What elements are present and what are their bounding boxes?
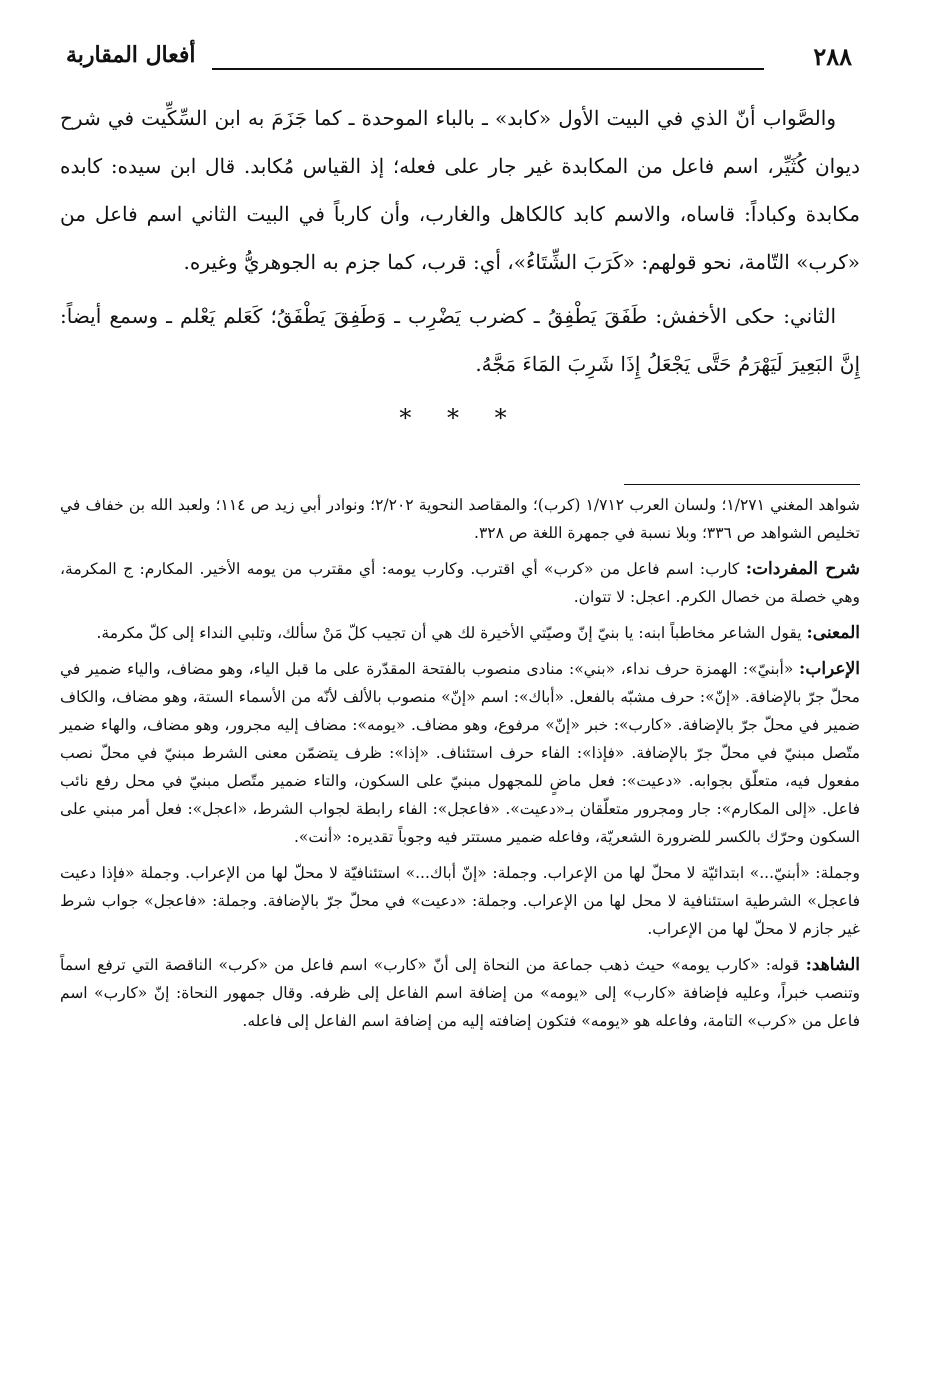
evidence-text: قوله: «كارب يومه» حيث ذهب جماعة من النحاة إلى أنّ «كارب» اسم فاعل من «كرب» الناقصة التي ترفع اسماً وتنصب خبراً، وعليه فإضافة «كارب» إلى «يومه» من إضافة اسم الفاعل إلى ظرفه. وقال جمهور النحاة: إنّ «كارب» اسم فاعل من «كرب» التامة، وفاعله هو «يومه» فتكون إضافته إليه من إضافة اسم الفاعل إلى فاعله. [60, 956, 860, 1030]
evidence-heading: الشاهد: [805, 955, 860, 975]
page-header [60, 28, 860, 72]
page-number: ٢٨٨ [813, 42, 852, 71]
section-separator-stars: * * * [399, 404, 521, 432]
footnote-parsing [60, 655, 860, 851]
parsing-heading: الإعراب: [799, 659, 860, 679]
parsing-text: «أبنيّ»: الهمزة حرف نداء، «بني»: منادى منصوب بالفتحة المقدّرة على ما قبل الياء، وهو مضاف، والياء ضمير في محلّ جرّ بالإضافة. «إنّ»: حرف مشبّه بالفعل. «أباك»: اسم «إنّ» منصوب بالألف لأنّه من الأسماء الستة، وهو مضاف، والكاف ضمير في محلّ جرّ بالإضافة. «كارب»: خبر «إنّ» مرفوع، وهو مضاف. «يومه»: مضاف إليه مجرور، وهو مضاف، والهاء ضمير متّصل مبنيّ في محلّ جرّ بالإضافة. «فإذا»: الفاء حرف استئناف. «إذا»: ظرف يتضمّن معنى الشرط مبنيّ في محلّ نصب مفعول فيه، متعلّق بجوابه. «دعيت»: فعل ماضٍ للمجهول مبنيّ على السكون، والتاء ضمير متّصل مبنيّ في محل رفع نائب فاعل. «إلى المكارم»: جار ومجرور متعلّقان بـ«دعيت». «فاعجل»: الفاء رابطة لجواب الشرط، «اعجل»: فعل أمر مبني على السكون وحرّك بالكسر للضرورة الشعريّة، وفاعله ضمير مستتر فيه وجوباً تقديره: «أنت». [60, 660, 861, 846]
meaning-heading: المعنى: [806, 623, 860, 643]
footnote-meaning [60, 619, 860, 647]
footnotes [60, 491, 860, 1035]
footnote-sentences: وجملة: «أبنيّ...» ابتدائيّة لا محلّ لها من الإعراب. وجملة: «إنّ أباك...» استئنافيّة لا محلّ لها من الإعراب. وجملة «فإذا دعيت فاعجل» الشرطية استئنافية لا محل لها من الإعراب. وجملة: «دعيت» في محلّ جرّ بالإضافة. وجملة: «فاعجل» جواب شرط غير جازم لا محلّ لها من الإعراب. [60, 864, 860, 938]
main-paragraph-1: والصَّواب أنّ الذي في البيت الأول «كابد» ـ بالباء الموحدة ـ كما جَزَمَ به ابن السِّكِّيت في شرح ديوان كُثَيِّر، اسم فاعل من المكابدة غير جار على فعله؛ إذ القياس مُكابد. قال ابن سيده: كابده مكابدة وكباداً: قاساه، والاسم كابد كالكاهل والغارب، وأن كارباً في البيت الثاني اسم فاعل من «كرب» التّامة، نحو قولهم: «كَرَبَ الشِّتَاءُ»، أي: قرب، كما جزم به الجوهريُّ وغيره. [60, 106, 860, 274]
book-page [60, 28, 860, 1043]
footnote-evidence [60, 951, 860, 1035]
main-paragraph-2: الثاني: حكى الأخفش: طَفَقَ يَطْفِقُ ـ كضرب يَضْرِب ـ وَطَفِقَ يَطْفَقُ؛ كَعَلم يَعْلم ـ وسمع أيضاً: إِنَّ البَعِيرَ لَيَهْرَمُ حَتَّى يَجْعَلُ إِذَا شَرِبَ المَاءَ مَجَّهُ. [60, 304, 860, 376]
header-rule [212, 68, 764, 70]
footnote-rule [624, 484, 860, 485]
footnote-vocabulary [60, 555, 860, 611]
chapter-title: أفعال المقاربة [66, 42, 196, 68]
main-text [60, 94, 860, 388]
vocabulary-heading: شرح المفردات: [745, 559, 860, 579]
vocabulary-text: كارب: اسم فاعل من «كرب» أي اقترب. وكارب يومه: أي مقترب من يومه الأخير. المكارم: ج المكرمة، وهي خصلة من خصال الكرم. اعجل: لا تتوان. [60, 560, 860, 606]
meaning-text: يقول الشاعر مخاطباً ابنه: يا بنيّ إنّ وصيّتي الأخيرة لك هي أن تجيب كلّ مَنْ سألك، وتلبي النداء إلى كلّ مكرمة. [96, 624, 802, 642]
footnote-sources: شواهد المغني ١/٢٧١؛ ولسان العرب ١/٧١٢ (كرب)؛ والمقاصد النحوية ٢/٢٠٢؛ ونوادر أبي زيد ص ١١٤؛ ولعبد الله بن خفاف في تخليص الشواهد ص ٣٣٦؛ وبلا نسبة في جمهرة اللغة ص ٣٢٨. [60, 496, 861, 542]
